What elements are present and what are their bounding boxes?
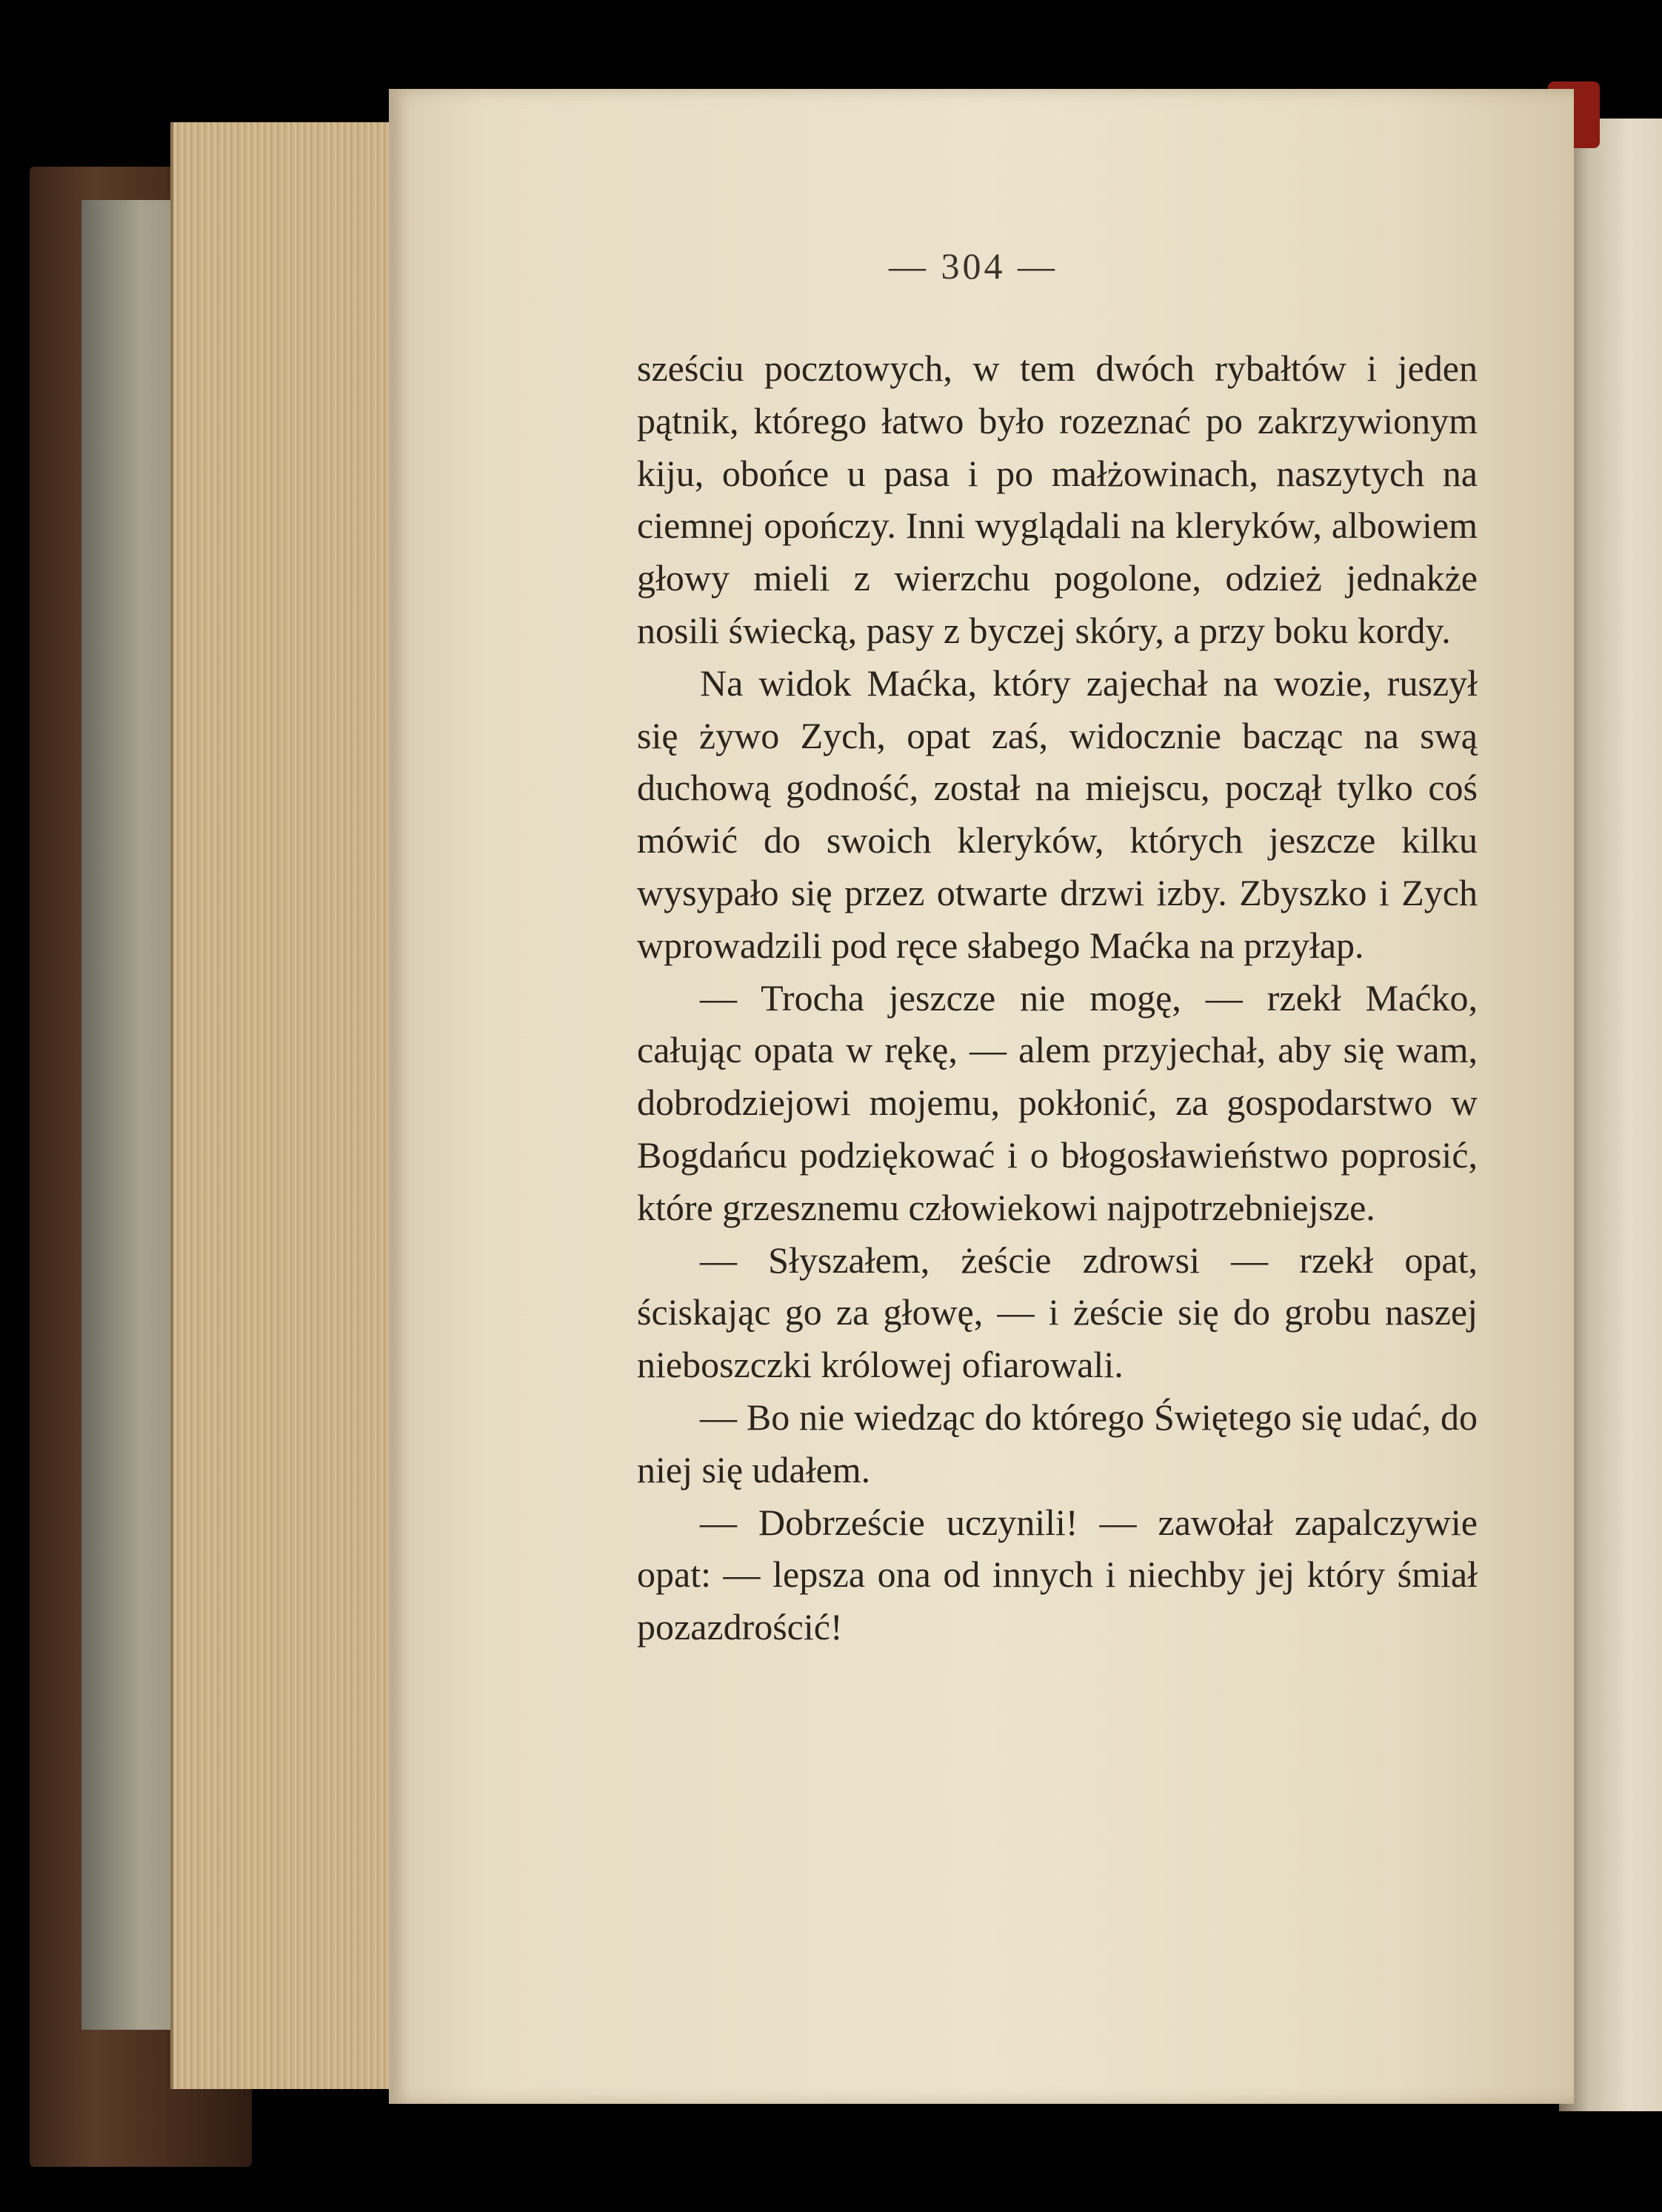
page-number: — 304 — (889, 245, 1058, 287)
paragraph: — Słyszałem, żeście zdrowsi — rzekł opat, ściskając go za głowę, — i żeście się do grobu naszej nieboszczki królowej ofiarowali. (637, 1239, 1478, 1386)
page-edges (170, 122, 396, 2089)
paragraph: Na widok Maćka, który zajechał na wozie, ruszył się żywo Zych, opat zaś, widocznie bacząc na swą duchową godność, został na miejscu, począł tylko coś mówić do swoich kleryków, których jeszcze kilku wysypało się przez otwarte drzwi izby. Zbyszko i Zych wprowadzili pod ręce słabego Maćka na przyłap. (637, 662, 1478, 966)
page-text (637, 342, 1478, 1653)
facing-page-edge (1559, 119, 1662, 2111)
paragraph: — Bo nie wiedząc do którego Świętego się udać, do niej się udałem. (637, 1396, 1478, 1490)
paragraph: — Dobrzeście uczynili! — zawołał zapalczywie opat: — lepsza ona od innych i niechby jej który śmiał pozazdrościć! (637, 1501, 1478, 1648)
paragraph: sześciu pocztowych, w tem dwóch rybałtów i jeden pątnik, którego łatwo było rozeznać po zakrzywionym kiju, obońce u pasa i po małżowinach, naszytych na ciemnej opończy. Inni wyglądali na kleryków, albowiem głowy mieli z wierzchu pogolone, odzież jednakże nosili świecką, pasy z byczej skóry, a przy boku kordy. (637, 347, 1478, 651)
paragraph: — Trocha jeszcze nie mogę, — rzekł Maćko, całując opata w rękę, — alem przyjechał, aby się wam, dobrodziejowi mojemu, pokłonić, za gospodarstwo w Bogdańcu podziękować i o błogosławieństwo poprosić, które grzesznemu człowiekowi najpotrzebniejsze. (637, 976, 1478, 1228)
